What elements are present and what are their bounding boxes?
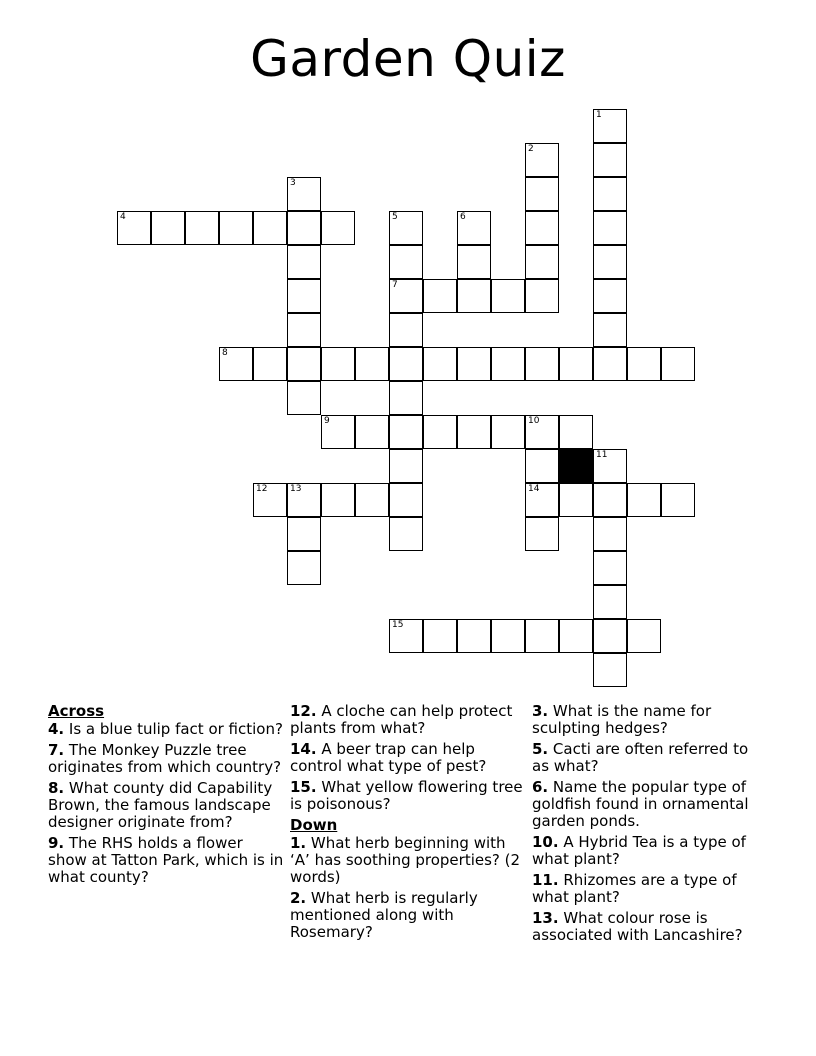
clue-text: What yellow flowering tree is poisonous?	[290, 778, 523, 813]
grid-cell[interactable]	[525, 177, 559, 211]
grid-cell[interactable]	[491, 619, 525, 653]
grid-cell[interactable]	[525, 517, 559, 551]
grid-cell[interactable]	[593, 211, 627, 245]
clue-text: A cloche can help protect plants from what?	[290, 702, 513, 737]
grid-cell[interactable]	[525, 619, 559, 653]
grid-cell[interactable]	[525, 415, 559, 449]
grid-cell[interactable]	[593, 347, 627, 381]
grid-cell[interactable]	[593, 279, 627, 313]
grid-cell[interactable]	[525, 211, 559, 245]
grid-cell[interactable]	[389, 347, 423, 381]
grid-cell[interactable]	[389, 211, 423, 245]
grid-cell[interactable]	[457, 279, 491, 313]
grid-cell[interactable]	[525, 449, 559, 483]
grid-cell[interactable]	[661, 483, 695, 517]
grid-cell[interactable]	[389, 483, 423, 517]
clues-column-3	[532, 703, 768, 948]
clue-number-label: 13	[290, 484, 302, 494]
grid-cell[interactable]	[661, 347, 695, 381]
clue-number: 2.	[290, 889, 307, 907]
grid-cell[interactable]	[253, 483, 287, 517]
grid-cell[interactable]	[593, 313, 627, 347]
grid-cell[interactable]	[219, 347, 253, 381]
grid-cell[interactable]	[559, 415, 593, 449]
black-square	[559, 449, 593, 483]
grid-cell[interactable]	[355, 483, 389, 517]
grid-cell[interactable]	[491, 279, 525, 313]
grid-cell[interactable]	[559, 347, 593, 381]
grid-cell[interactable]	[287, 551, 321, 585]
grid-cell[interactable]	[287, 313, 321, 347]
clue-number-label: 9	[324, 416, 330, 426]
grid-cell[interactable]	[559, 619, 593, 653]
clue-number-label: 7	[392, 280, 398, 290]
clue-text: The Monkey Puzzle tree originates from which country?	[48, 741, 282, 776]
grid-cell[interactable]	[491, 347, 525, 381]
grid-cell[interactable]	[627, 619, 661, 653]
grid-cell[interactable]	[253, 211, 287, 245]
clue-number: 3.	[532, 702, 549, 720]
grid-cell[interactable]	[389, 279, 423, 313]
clue-across-9	[48, 835, 286, 886]
clue-number-label: 5	[392, 212, 398, 222]
down-heading: Down	[290, 816, 338, 834]
grid-cell[interactable]	[287, 483, 321, 517]
clue-down-1	[290, 835, 528, 886]
grid-cell[interactable]	[423, 619, 457, 653]
grid-cell[interactable]	[355, 415, 389, 449]
grid-cell[interactable]	[593, 483, 627, 517]
page-title: Garden Quiz	[250, 30, 566, 88]
grid-cell[interactable]	[389, 313, 423, 347]
clue-text: What is the name for sculpting hedges?	[532, 702, 712, 737]
grid-cell[interactable]	[593, 619, 627, 653]
clue-text: What county did Capability Brown, the famous landscape designer originate from?	[48, 779, 273, 831]
clue-down-5	[532, 741, 768, 775]
grid-cell[interactable]	[287, 211, 321, 245]
clues-column-2	[290, 703, 528, 945]
clue-number: 5.	[532, 740, 549, 758]
clue-across-4	[48, 721, 286, 738]
clue-number-label: 1	[596, 110, 602, 120]
grid-cell[interactable]	[185, 211, 219, 245]
grid-cell[interactable]	[321, 211, 355, 245]
grid-cell[interactable]	[593, 245, 627, 279]
clue-number-label: 10	[528, 416, 540, 426]
grid-cell[interactable]	[593, 517, 627, 551]
grid-cell[interactable]	[457, 415, 491, 449]
clue-down-10	[532, 834, 768, 868]
clue-text: Name the popular type of goldfish found in ornamental garden ponds.	[532, 778, 749, 830]
grid-cell[interactable]	[389, 449, 423, 483]
grid-cell[interactable]	[525, 347, 559, 381]
clue-text: What herb is regularly mentioned along with Rosemary?	[290, 889, 478, 941]
grid-cell[interactable]	[287, 279, 321, 313]
grid-cell[interactable]	[593, 585, 627, 619]
clue-across-8	[48, 780, 286, 831]
grid-cell[interactable]	[253, 347, 287, 381]
clue-number: 4.	[48, 720, 65, 738]
grid-cell[interactable]	[321, 347, 355, 381]
grid-cell[interactable]	[389, 381, 423, 415]
grid-cell[interactable]	[287, 245, 321, 279]
clue-across-14	[290, 741, 528, 775]
grid-cell[interactable]	[593, 653, 627, 687]
clue-number-label: 15	[392, 620, 404, 630]
grid-cell[interactable]	[627, 483, 661, 517]
clue-number: 11.	[532, 871, 559, 889]
clue-down-3	[532, 703, 768, 737]
clue-across-7	[48, 742, 286, 776]
grid-cell[interactable]	[457, 245, 491, 279]
grid-cell[interactable]	[287, 517, 321, 551]
clue-number-label: 2	[528, 144, 534, 154]
grid-cell[interactable]	[525, 279, 559, 313]
grid-cell[interactable]	[389, 415, 423, 449]
clue-number: 1.	[290, 834, 307, 852]
grid-cell[interactable]	[287, 177, 321, 211]
grid-cell[interactable]	[287, 381, 321, 415]
grid-cell[interactable]	[117, 211, 151, 245]
grid-cell[interactable]	[389, 517, 423, 551]
grid-cell[interactable]	[525, 245, 559, 279]
grid-cell[interactable]	[593, 551, 627, 585]
clue-down-11	[532, 872, 768, 906]
grid-cell[interactable]	[321, 415, 355, 449]
grid-cell[interactable]	[423, 279, 457, 313]
clue-number: 14.	[290, 740, 317, 758]
grid-cell[interactable]	[491, 415, 525, 449]
grid-cell[interactable]	[593, 109, 627, 143]
clue-number-label: 3	[290, 178, 296, 188]
clue-text: Rhizomes are a type of what plant?	[532, 871, 737, 906]
clue-number-label: 6	[460, 212, 466, 222]
grid-cell[interactable]	[321, 483, 355, 517]
clue-down-13	[532, 910, 768, 944]
clue-text: The RHS holds a flower show at Tatton Park, which is in what county?	[48, 834, 284, 886]
grid-cell[interactable]	[389, 245, 423, 279]
clue-number: 8.	[48, 779, 65, 797]
across-heading: Across	[48, 702, 105, 720]
grid-cell[interactable]	[355, 347, 389, 381]
clue-text: Cacti are often referred to as what?	[532, 740, 749, 775]
clue-number-label: 11	[596, 450, 608, 460]
clue-number: 7.	[48, 741, 65, 759]
grid-cell[interactable]	[525, 483, 559, 517]
grid-cell[interactable]	[457, 211, 491, 245]
grid-cell[interactable]	[593, 143, 627, 177]
clue-text: What colour rose is associated with Lancashire?	[532, 909, 743, 944]
grid-cell[interactable]	[627, 347, 661, 381]
clue-text: Is a blue tulip fact or fiction?	[64, 720, 283, 738]
grid-cell[interactable]	[559, 483, 593, 517]
clue-number-label: 12	[256, 484, 268, 494]
clue-text: A beer trap can help control what type of pest?	[290, 740, 487, 775]
clues-column-1	[48, 703, 286, 890]
clue-number-label: 14	[528, 484, 540, 494]
clue-number: 10.	[532, 833, 559, 851]
clue-down-6	[532, 779, 768, 830]
clue-down-2	[290, 890, 528, 941]
grid-cell[interactable]	[457, 347, 491, 381]
grid-cell[interactable]	[151, 211, 185, 245]
grid-cell[interactable]	[525, 143, 559, 177]
clue-across-12	[290, 703, 528, 737]
grid-cell[interactable]	[593, 449, 627, 483]
grid-cell[interactable]	[287, 347, 321, 381]
clue-text: A Hybrid Tea is a type of what plant?	[532, 833, 746, 868]
clue-number: 13.	[532, 909, 559, 927]
clue-number-label: 4	[120, 212, 126, 222]
clue-across-15	[290, 779, 528, 813]
grid-cell[interactable]	[219, 211, 253, 245]
grid-cell[interactable]	[423, 415, 457, 449]
grid-cell[interactable]	[423, 347, 457, 381]
clue-number: 12.	[290, 702, 317, 720]
clue-number: 15.	[290, 778, 317, 796]
clue-number-label: 8	[222, 348, 228, 358]
clue-text: What herb beginning with ‘A’ has soothing properties? (2 words)	[290, 834, 521, 886]
clue-number: 9.	[48, 834, 65, 852]
grid-cell[interactable]	[593, 177, 627, 211]
grid-cell[interactable]	[457, 619, 491, 653]
clue-number: 6.	[532, 778, 549, 796]
grid-cell[interactable]	[389, 619, 423, 653]
